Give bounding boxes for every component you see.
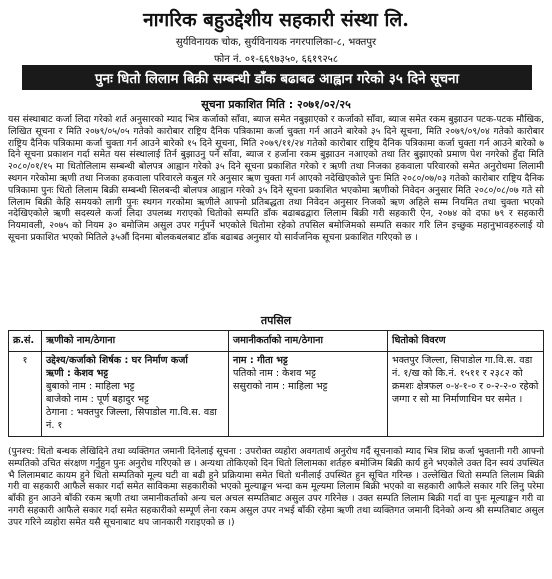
details-table [8, 330, 544, 437]
published-date: सूचना प्रकाशित मिति : २०७१/०२/२५ [201, 98, 351, 111]
cell-guarantor [229, 352, 388, 437]
borrower-grandfather: बाजेको नाम : पूर्ण बहादुर भट्ट [46, 394, 149, 405]
cell-collateral: भक्तपुर जिल्ला, सिपाडोल गा.वि.स. वडा नं. १/ख को कि.नं. १५११ र २३८२ को क्रमशः क्षेत्रफल ०-४-१-० र ०-२-२-० रहेको जग्गा र सो मा निर्माणाधिन घर समेत । [388, 352, 544, 437]
org-name: नागरिक बहुउद्देशीय सहकारी संस्था लि. [143, 9, 409, 31]
footer-note: (पुनश्च: धितो बन्धक लेखिदिने तथा व्यक्तिगत जमानी दिनेलाई सूचना : उपरोक्त व्यहोरा अवगतार्थ अनुरोध गर्दै सूचनाको म्याद भित्र शिघ्र कर्जा भुक्तानी गरी आफ्नो सम्पतिको उचित संरक्षण गर्नुहुन पुनः अनुरोध गरिएको छ । अन्यथा तोकिएको दिन धितो लिलामका शर्तहरु बमोजिम बिक्री कार्य हुने भएकोले उक्त दिन स्वयं उपस्थित भै लिलामबाट कायम हुने धितो सम्पतिको मूल्य घटी वा बढी हुने प्रक्रियामा समेत धितो धनीलाई उपस्थित हुन सूचित गरिन्छ । उल्लेखित धितो सम्पति लिलाम बिक्री गरी वा सहकारी आफैले सकार गर्दा समेत साविकमा सहकारीको भएको मुल्याङ्कन भन्दा कम मूल्यमा लिलाम बिक्री भएको वा सहकारी आफैले सकार गरि लिनु परेमा बाँकी हुन आउने बाँकी रकम ऋणी तथा जमानीकर्ताको अन्य चल अचल सम्पतिबाट असुल उपर गरिनेछ । उक्त सम्पति लिलाम बिक्री गर्दा वा पुनः मूल्याङ्कन गरी वा नगरी सहकारी आफैले सकार गर्दा समेत सहकारीको सम्पूर्ण लेना रकम असुल उपर नभई बाँकी रहेमा ऋणी तथा व्यक्तिगत जमानी दिनेको अन्य श्री सम्पतिबाट असुल उपर गरिने व्यहोरा समेत यसै सूचनाबाट थप जानकारी गराइएको छ ।) [8, 446, 544, 528]
header-sn: क्र.सं. [9, 331, 42, 352]
cell-borrower [42, 352, 229, 437]
borrower-address: ठेगाना : भक्तपुर जिल्ला, सिपाडोल गा.वि.स. वडा नं. १ [46, 407, 217, 431]
table-row [9, 352, 544, 437]
org-phone: फोन नं. ०१-६६९७३५०, ६६१९२५८ [213, 54, 339, 65]
notice-banner [22, 65, 532, 90]
org-address: सुर्यविनायक चोक, सुर्यविनायक नगरपालिका-८, भक्तपुर [175, 37, 377, 48]
header-borrower: ऋणीको नाम/ठेगाना [42, 331, 229, 352]
guarantor-father-in-law: ससुराको नाम : माहिला भट्ट [233, 381, 328, 392]
cell-sn: १ [9, 352, 42, 437]
guarantor-name: नाम : गीता भट्ट [233, 355, 288, 366]
borrower-name: ऋणी : केशव भट्ट [46, 368, 109, 379]
schedule-heading: तपसिल [260, 314, 292, 327]
header-guarantor: जमानीकर्ताको नाम/ठेगाना [229, 331, 388, 352]
header-collateral: धितोको विवरण [388, 331, 544, 352]
notice-banner-text: पुनः धितो लिलाम बिक्री सम्बन्धी डाँक बढाबढ आह्वान गरेको ३५ दिने सूचना [94, 70, 460, 87]
guarantor-husband: पतिको नाम : केशव भट्ट [233, 368, 316, 379]
borrower-father: बुबाको नाम : माहिला भट्ट [46, 381, 135, 392]
notice-body: यस संस्थाबाट कर्जा लिदा गरेको शर्त अनुसारको म्याद भित्र कर्जाको साँवा, ब्याज समेत नबुझाएको र कर्जाको साँवा, ब्याज समेत रकम बुझाउन पटक-पटक मौखिक, लिखित सूचना र मिति २०७९/०५/०५ गतेको कारोबार राष्ट्रिय दैनिक पत्रिकामा कर्जा चुक्ता गर्न आउने बारेको ३५ दिने सूचना, मिति २०७९/०९/०४ गतेको कारोबार राष्ट्रिय दैनिक पत्रिकामा कर्जा चुक्ता गर्न आउने बारेको १५ दिने सूचना, मिति २०७९/११/२४ गतेको कारोबार राष्ट्रिय दैनिक पत्रिकामा कर्जा चुक्ता गर्न आउने बारेको ७ दिने सूचना प्रकाशन गर्दा समेत यस संस्थालाई तिर्न बुझाउनु पर्ने साँवा, ब्याज र हर्जाना रकम बुझाउन नआएको तथा तिर बुझाएको प्रमाण पेश नगरेको हुँदा मिति २०८०/०१/१५ मा धितोलिलाम सम्बन्धी बोलपत्र आह्वान गरेको ३५ दिने सूचना प्रकाशित गरेको र ऋणी तथा निजका हकवाला परिवारको समेत अनुरोधमा लिलामी स्थगन गरेकोमा ऋणी तथा निजका हकवाला परिवारले कबुल गरे अनुसार ऋण चुक्ता गर्न आएको नदेखिएकोले पुनः मिति २०८०/०७/०३ गतेको कारोबार राष्ट्रिय दैनिक पत्रिकामा पुनः धितो लिलाम बिक्री सम्बन्धी सिलबन्दी बोलपत्र आह्वान गरेको ३५ दिने सूचना प्रकाशित भएकोमा ऋणीको निवेदन अनुसार मिति २०८०/०८/०७ गते सो लिलाम बिक्री केहि समयको लागी पुनः स्थगन गरकोमा ऋणीले आफ्नो प्रतिबद्धता तथा निवेदन अनुसार निजको ऋण अहिले सम्म नियमित तथा चुक्ता भएको नदेखिएकोले ऋणी सदस्यले कर्जा लिदा उपलब्ध गराएको धितोको सम्पति डाँक बढाबढद्वारा लिलाम बिक्री गरी सहकारी ऐन, २०७४ को दफा ७९ र सहकारी नियमावली, २०७५ को नियम ३० बमोजिम असुल उपर गर्नुपर्ने भएकोले धितोमा रहेको तपसिल बमोजिमको सम्पति सकार गरि लिन इच्छुक महानुभावहरुलाई यो सूचना प्रकाशित भएको मितिले ३५औं दिनमा बोलकबलबाट डाँक बढाबढ अनुसार यो सार्वजनिक सूचना प्रकाशित गरिएको छ । [8, 114, 544, 243]
loan-title: उद्देश्य/कर्जाको शिर्षक : घर निर्माण कर्जा [46, 355, 188, 366]
table-header-row [9, 331, 544, 352]
